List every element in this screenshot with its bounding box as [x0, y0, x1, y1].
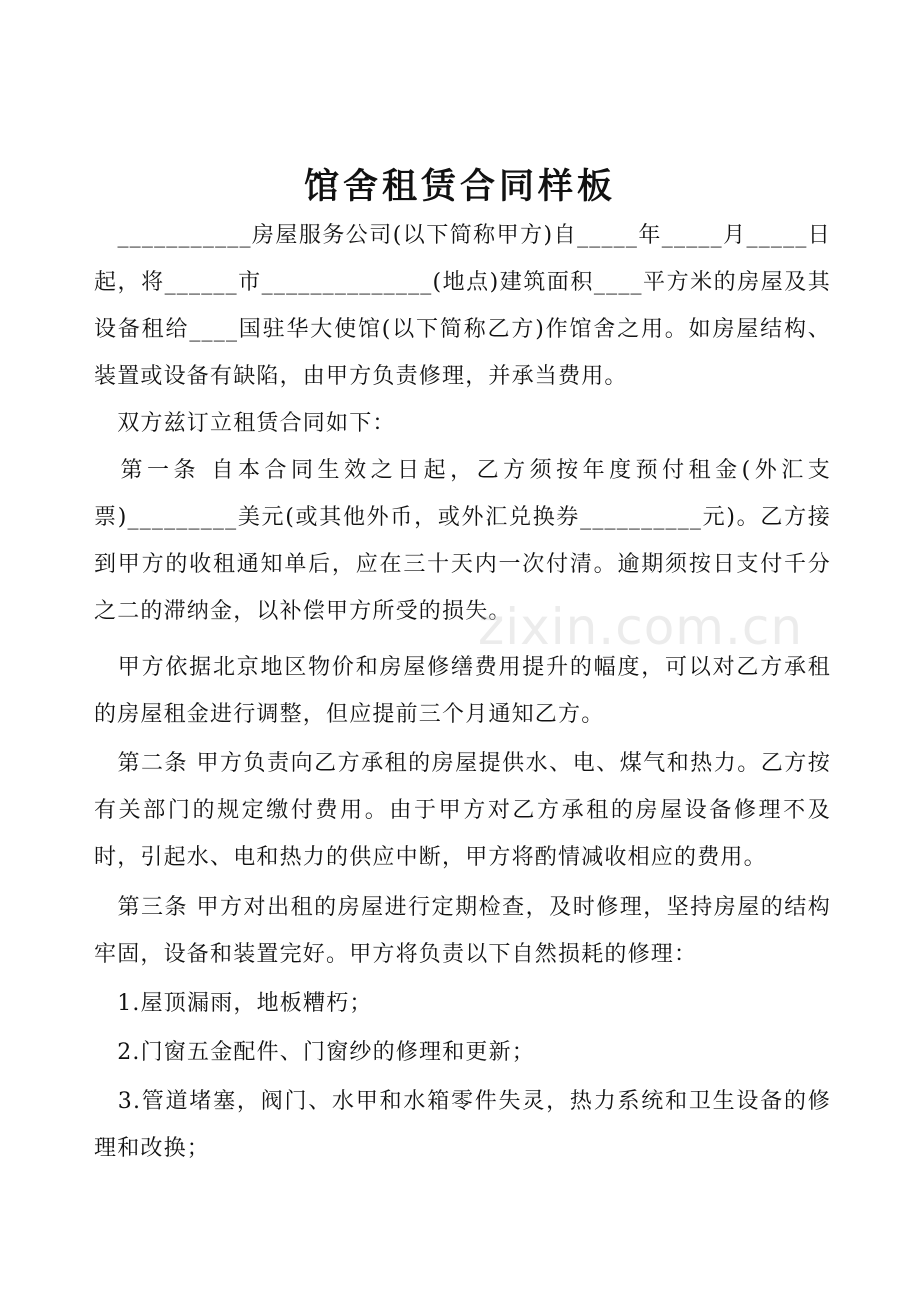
list-item-2: 2.门窗五金配件、门窗纱的修理和更新； — [94, 1040, 535, 1065]
paragraph-article-1: 第一条 自本合同生效之日起，乙方须按年度预付租金(外汇支票)_________美元(或其他外币，或外汇兑换券__________元)。乙方接到甲方的收租通知单后，应在三十天内一次付清。逾期须按日支付千分之二的滞纳金，以补偿甲方所受的损失。 — [94, 458, 831, 624]
list-item-3: 3.管道堵塞，阀门、水甲和水箱零件失灵，热力系统和卫生设备的修理和改换； — [94, 1089, 831, 1161]
paragraph-article-3: 第三条 甲方对出租的房屋进行定期检查，及时修理，坚持房屋的结构牢固，设备和装置完好。甲方将负责以下自然损耗的修理： — [94, 895, 831, 967]
watermark: zixin.com.cn — [478, 598, 804, 656]
list-item-1: 1.屋顶漏雨，地板糟朽； — [94, 991, 373, 1016]
paragraph-article-2: 第二条 甲方负责向乙方承租的房屋提供水、电、煤气和热力。乙方按有关部门的规定缴付费用。由于甲方对乙方承租的房屋设备修理不及时，引起水、电和热力的供应中断，甲方将酌情减收相应的费用。 — [94, 751, 831, 870]
paragraph-rent-adjustment: 甲方依据北京地区物价和房屋修缮费用提升的幅度，可以对乙方承租的房屋租金进行调整，但应提前三个月通知乙方。 — [94, 655, 831, 727]
paragraph-agreement: 双方兹订立租赁合同如下： — [94, 411, 396, 436]
paragraph-intro: ___________房屋服务公司(以下简称甲方)自_____年_____月_____日起，将______市______________(地点)建筑面积____平方米的房屋及其设备租给____国驻华大使馆(以下简称乙方)作馆舍之用。如房屋结构、装置或设备有缺陷，由甲方负责修理，并承当费用。 — [94, 223, 831, 389]
document-title: 馆舍租赁合同样板 — [303, 167, 616, 207]
